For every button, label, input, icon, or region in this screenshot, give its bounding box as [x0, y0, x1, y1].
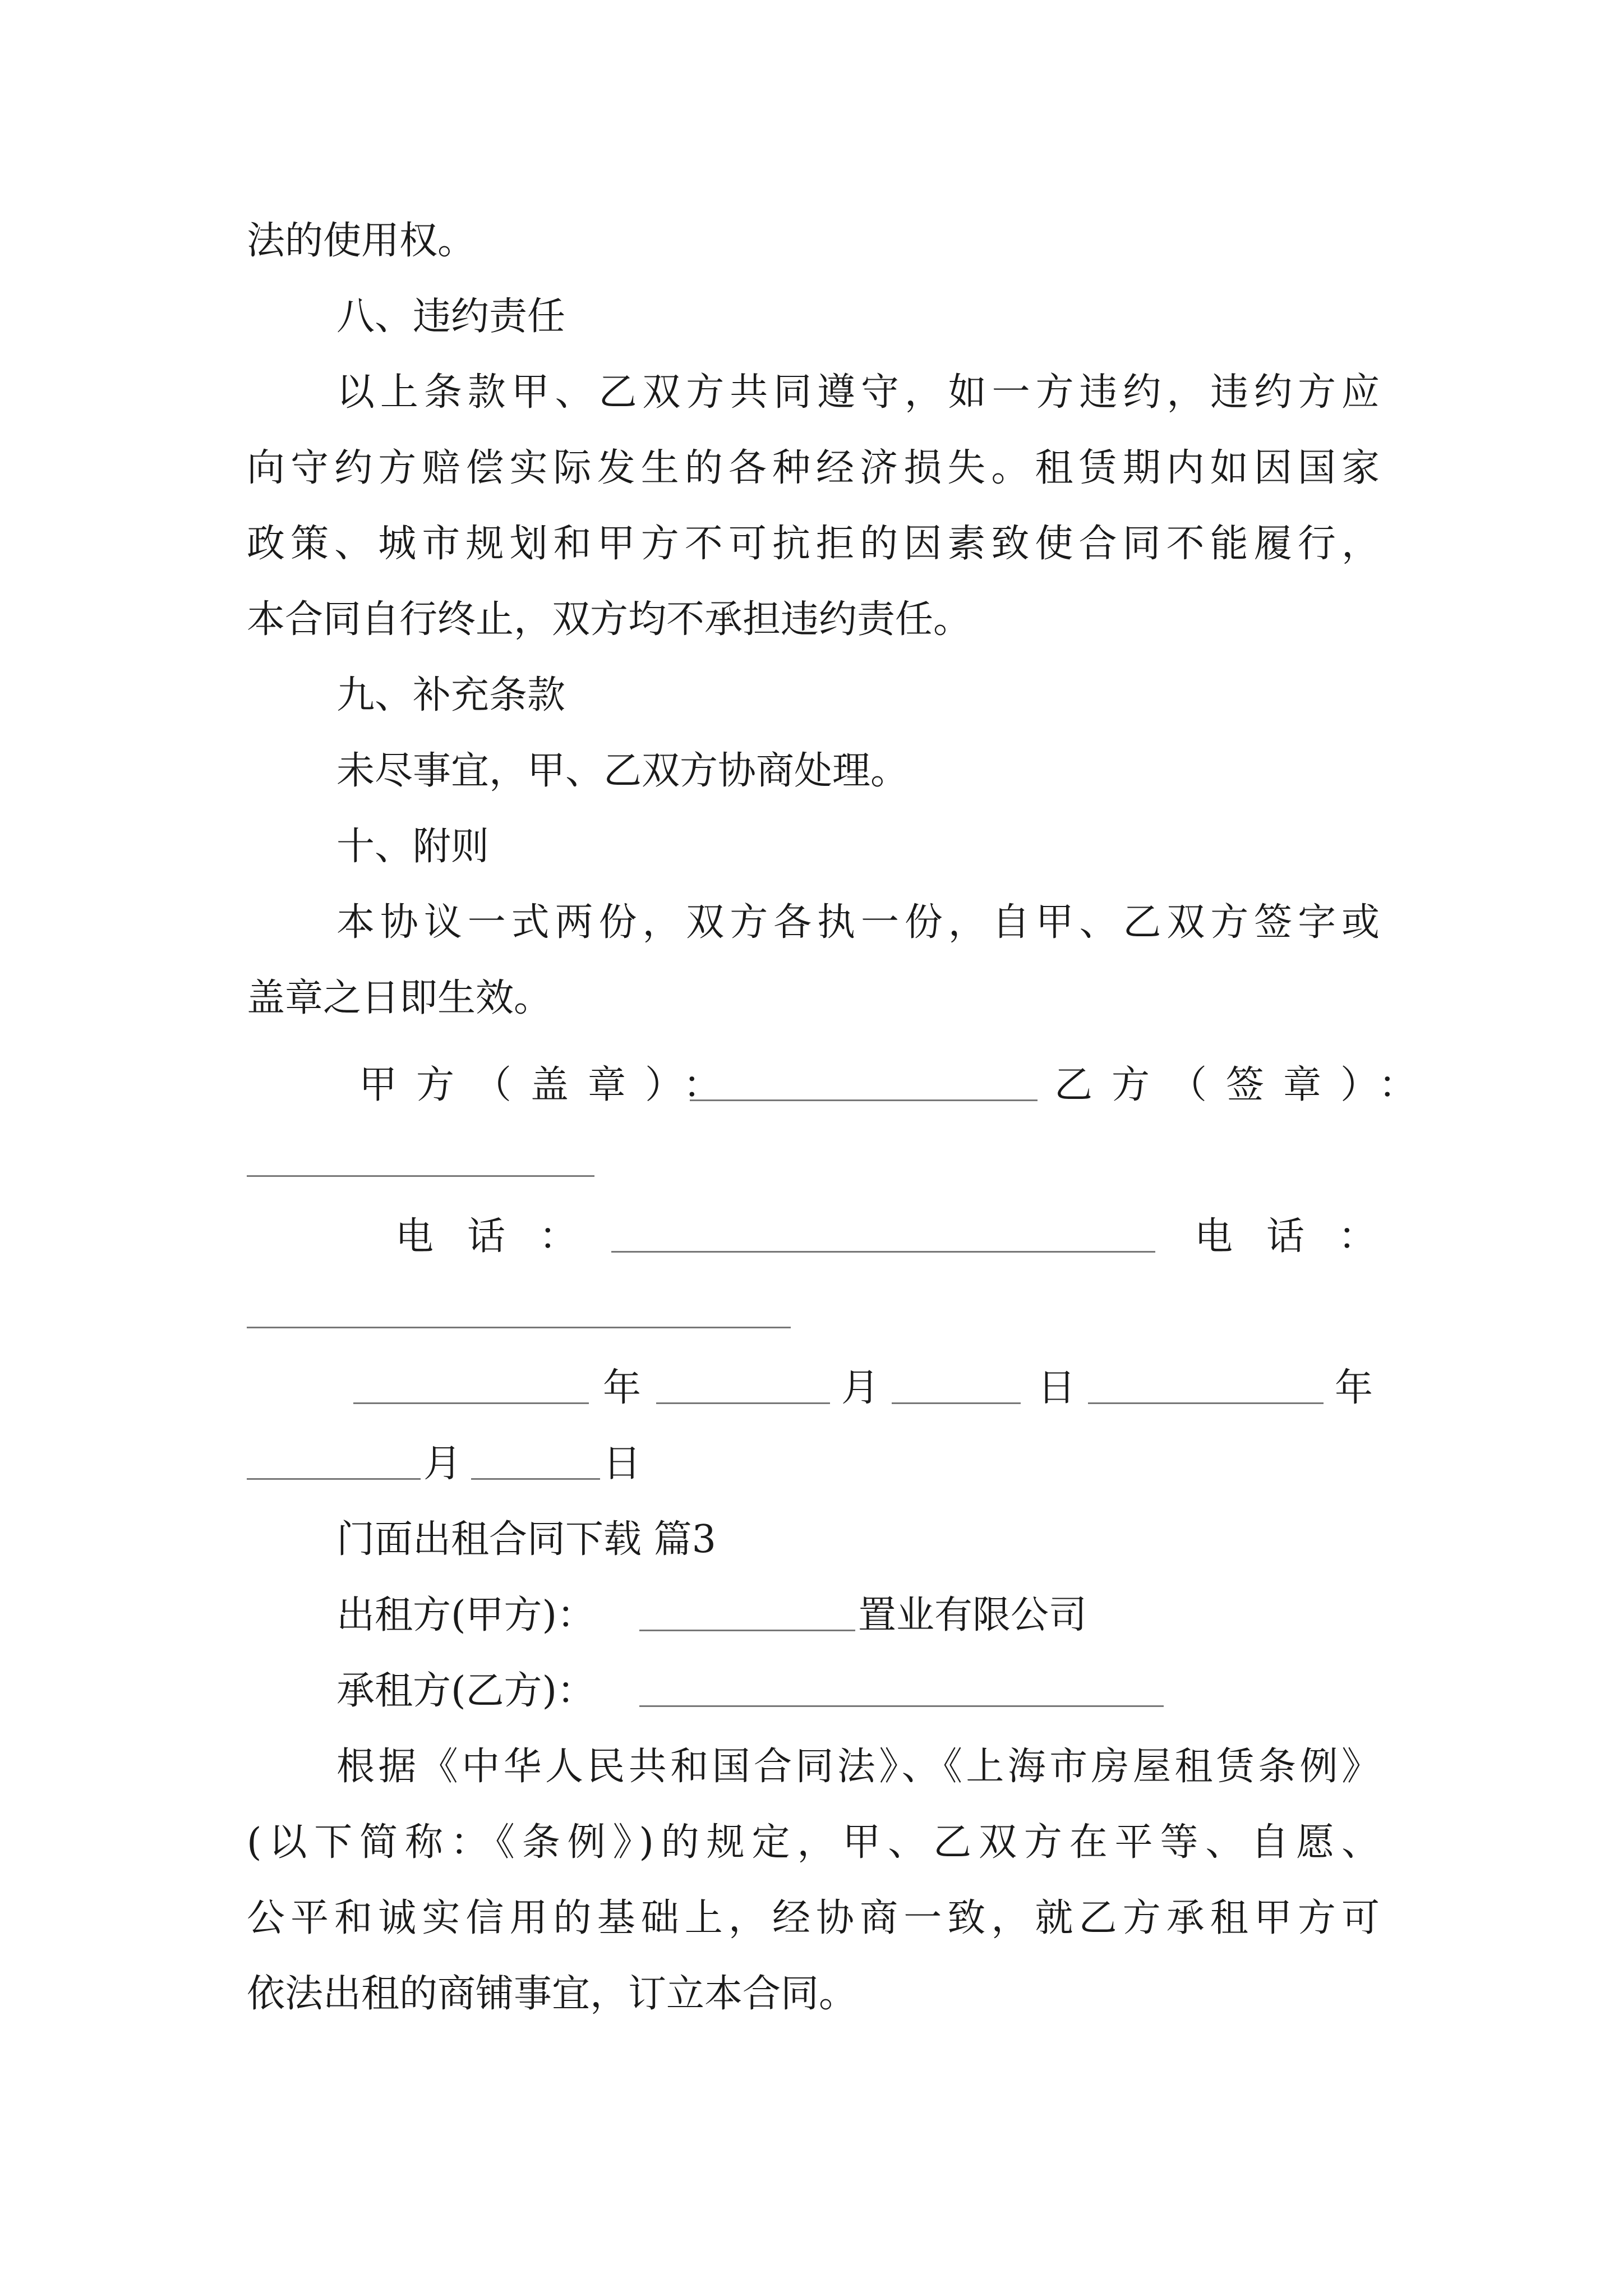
month-label: 月: [423, 1442, 462, 1486]
party-b-phone-blank: [247, 1327, 791, 1328]
party-a-seal-label: 甲方（盖章）：: [359, 1063, 741, 1107]
party-b-phone-label: 电话：: [1195, 1214, 1410, 1259]
section-heading-8: 八、违约责任: [336, 295, 566, 339]
party-a-day-blank: [892, 1402, 1021, 1404]
section-title: 门面出租合同下载 篇3: [336, 1517, 716, 1562]
paragraph-line: 本协议一式两份，双方各执一份，自甲、乙双方签字或: [336, 900, 1380, 945]
party-a-phone-blank: [611, 1251, 1155, 1253]
section-heading-10: 十、附则: [336, 825, 490, 869]
party-b-seal-label: 乙方（签章）：: [1054, 1063, 1436, 1107]
year-label: 年: [603, 1366, 642, 1410]
paragraph-line: 本合同自行终止，双方均不承担违约责任。: [247, 597, 972, 642]
paragraph-line: (以下简称：《条例》)的规定，甲、乙双方在平等、自愿、: [247, 1820, 1380, 1865]
party-b-day-blank: [471, 1478, 600, 1480]
party-b-month-blank: [247, 1478, 421, 1480]
lessor-label: 出租方(甲方)：: [336, 1593, 596, 1637]
year-label: 年: [1335, 1366, 1373, 1410]
paragraph-line: 未尽事宜，甲、乙双方协商处理。: [336, 749, 909, 793]
party-b-year-blank: [1088, 1402, 1324, 1404]
paragraph-line: 根据《中华人民共和国合同法》、《上海市房屋租赁条例》: [336, 1745, 1380, 1789]
paragraph-line: 以上条款甲、乙双方共同遵守，如一方违约，违约方应: [336, 370, 1380, 415]
party-a-phone-label: 电话：: [395, 1214, 611, 1259]
paragraph-line: 政策、城市规划和甲方不可抗拒的因素致使合同不能履行，: [247, 522, 1380, 566]
lessee-name-blank: [639, 1705, 1164, 1707]
day-label: 日: [603, 1442, 642, 1486]
day-label: 日: [1038, 1366, 1076, 1410]
party-a-seal-blank: [690, 1099, 1038, 1101]
lessor-name-blank: [639, 1630, 855, 1631]
party-a-month-blank: [656, 1402, 830, 1404]
paragraph-line: 公平和诚实信用的基础上，经协商一致，就乙方承租甲方可: [247, 1896, 1380, 1940]
paragraph-line: 向守约方赔偿实际发生的各种经济损失。租赁期内如因国家: [247, 446, 1380, 490]
paragraph-line: 依法出租的商铺事宜，订立本合同。: [247, 1972, 857, 2016]
party-b-seal-blank: [247, 1175, 594, 1177]
section-heading-9: 九、补充条款: [336, 673, 566, 717]
paragraph-line: 盖章之日即生效。: [247, 976, 552, 1020]
lessor-suffix: 置业有限公司: [858, 1593, 1087, 1637]
month-label: 月: [841, 1366, 880, 1410]
paragraph-line: 法的使用权。: [247, 219, 476, 263]
lessee-label: 承租方(乙方)：: [336, 1669, 596, 1713]
party-a-year-blank: [353, 1402, 589, 1404]
